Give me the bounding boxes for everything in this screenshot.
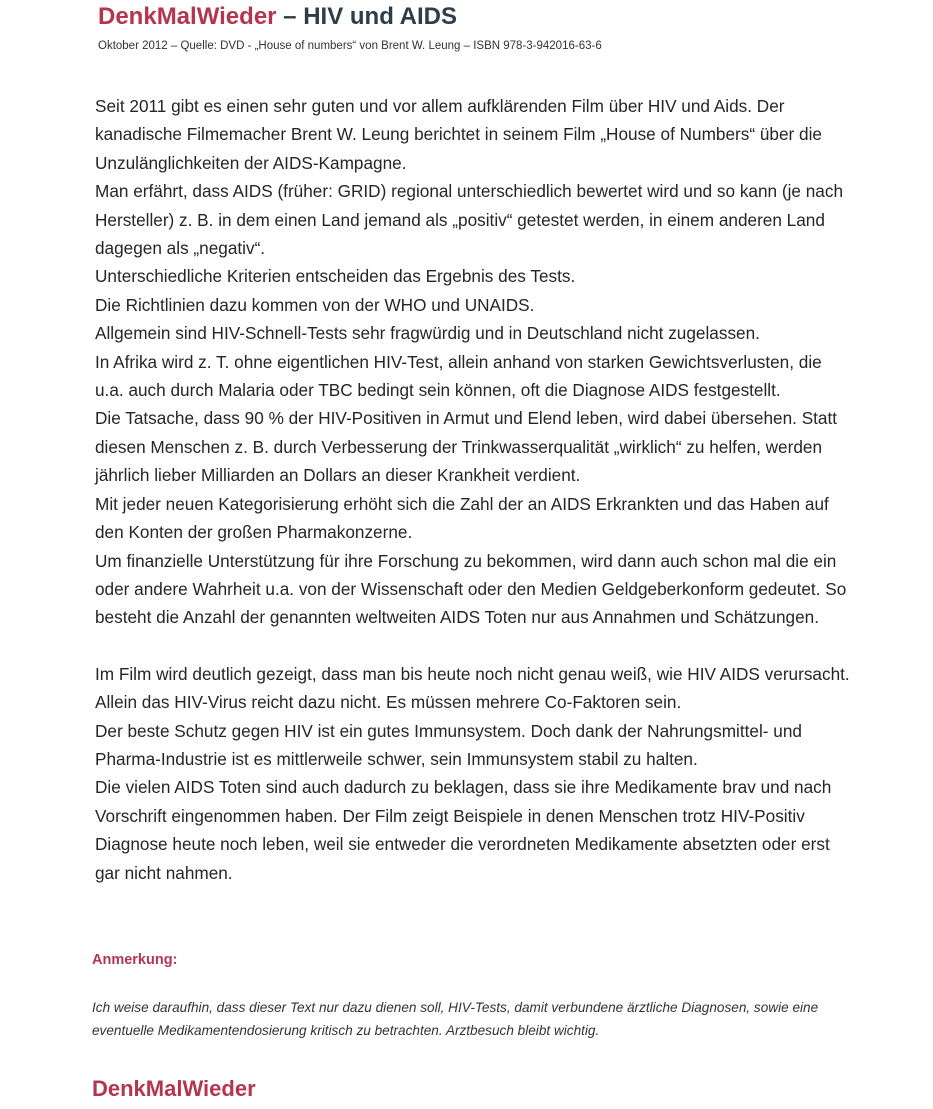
section-gap — [95, 632, 855, 660]
paragraph: Im Film wird deutlich gezeigt, dass man bis heute noch nicht genau weiß, wie HIV AIDS verursacht. Allein das HIV-Virus reicht dazu nicht. Es müssen mehrere Co-Faktoren sein. — [95, 663, 850, 713]
note-text: Ich weise daraufhin, dass dieser Text nur dazu dienen soll, HIV-Tests, damit verbundene ärztliche Diagnosen, sowie eine eventuelle Medikamentendosierung kritisch zu betrachten. Arztbesuch bleibt wichtig. — [92, 1000, 819, 1038]
paragraph: Die Richtlinien dazu kommen von der WHO und UNAIDS. — [95, 294, 535, 315]
paragraph: Man erfährt, dass AIDS (früher: GRID) regional unterschiedlich bewertet wird und so kann (je nach Hersteller) z. B. in dem einen Land jemand als „positiv“ getestet werden, in einem anderen Land dagegen als „negativ“. — [95, 181, 844, 259]
paragraph: Mit jeder neuen Kategorisierung erhöht sich die Zahl der an AIDS Erkrankten und das Haben auf den Konten der großen Pharmakonzerne. — [95, 493, 829, 543]
article-body — [95, 92, 855, 887]
paragraph: Der beste Schutz gegen HIV ist ein gutes Immunsystem. Doch dank der Nahrungsmittel- und Pharma-Industrie ist es mittlerweile schwer, sein Immunsystem stabil zu halten. — [95, 720, 802, 769]
footer-brand: DenkMalWieder — [92, 1076, 256, 1101]
note-label: Anmerkung: — [92, 952, 178, 968]
paragraph: Die vielen AIDS Toten sind auch dadurch zu beklagen, dass sie ihre Medikamente brav und nach Vorschrift eingenommen haben. Der Film zeigt Beispiele in denen Menschen trotz HIV-Positiv Diagnose heute noch leben, weil sie entweder die verordneten Medikamente absetzten oder erst gar nicht nahmen. — [95, 777, 832, 883]
title-separator: – — [283, 3, 297, 30]
paragraph: Seit 2011 gibt es einen sehr guten und vor allem aufklärenden Film über HIV und Aids. Der kanadische Filmemacher Brent W. Leung berichtet in seinem Film „House of Numbers“ über die Unzulänglichkeiten der AIDS-Kampagne. — [95, 96, 822, 173]
document-header — [98, 2, 898, 54]
paragraph: Unterschiedliche Kriterien entscheiden das Ergebnis des Tests. — [95, 266, 576, 287]
page-title — [98, 2, 898, 32]
paragraph: Allgemein sind HIV-Schnell-Tests sehr fragwürdig und in Deutschland nicht zugelassen. — [95, 323, 760, 344]
brand-name: DenkMalWieder — [98, 3, 277, 30]
source-line: Oktober 2012 – Quelle: DVD - „House of numbers“ von Brent W. Leung – ISBN 978-3-942016-63-6 — [98, 40, 602, 52]
paragraph: In Afrika wird z. T. ohne eigentlichen HIV-Test, allein anhand von starken Gewichtsverlusten, die u.a. auch durch Malaria oder TBC bedingt sein können, oft die Diagnose AIDS festgestellt. — [95, 351, 822, 401]
paragraph: Die Tatsache, dass 90 % der HIV-Positiven in Armut und Elend leben, wird dabei übersehen. Statt diesen Menschen z. B. durch Verbesserung der Trinkwasserqualität „wirklich“ zu helfen, werden jährlich lieber Milliarden an Dollars an dieser Krankheit verdient. — [95, 408, 838, 486]
paragraph: Um finanzielle Unterstützung für ihre Forschung zu bekommen, wird dann auch schon mal die ein oder andere Wahrheit u.a. von der Wissenschaft oder den Medien Geldgeberkonform gedeutet. So besteht die Anzahl der genannten weltweiten AIDS Toten nur aus Annahmen und Schätzungen. — [95, 550, 847, 628]
title-topic: HIV und AIDS — [303, 3, 457, 30]
